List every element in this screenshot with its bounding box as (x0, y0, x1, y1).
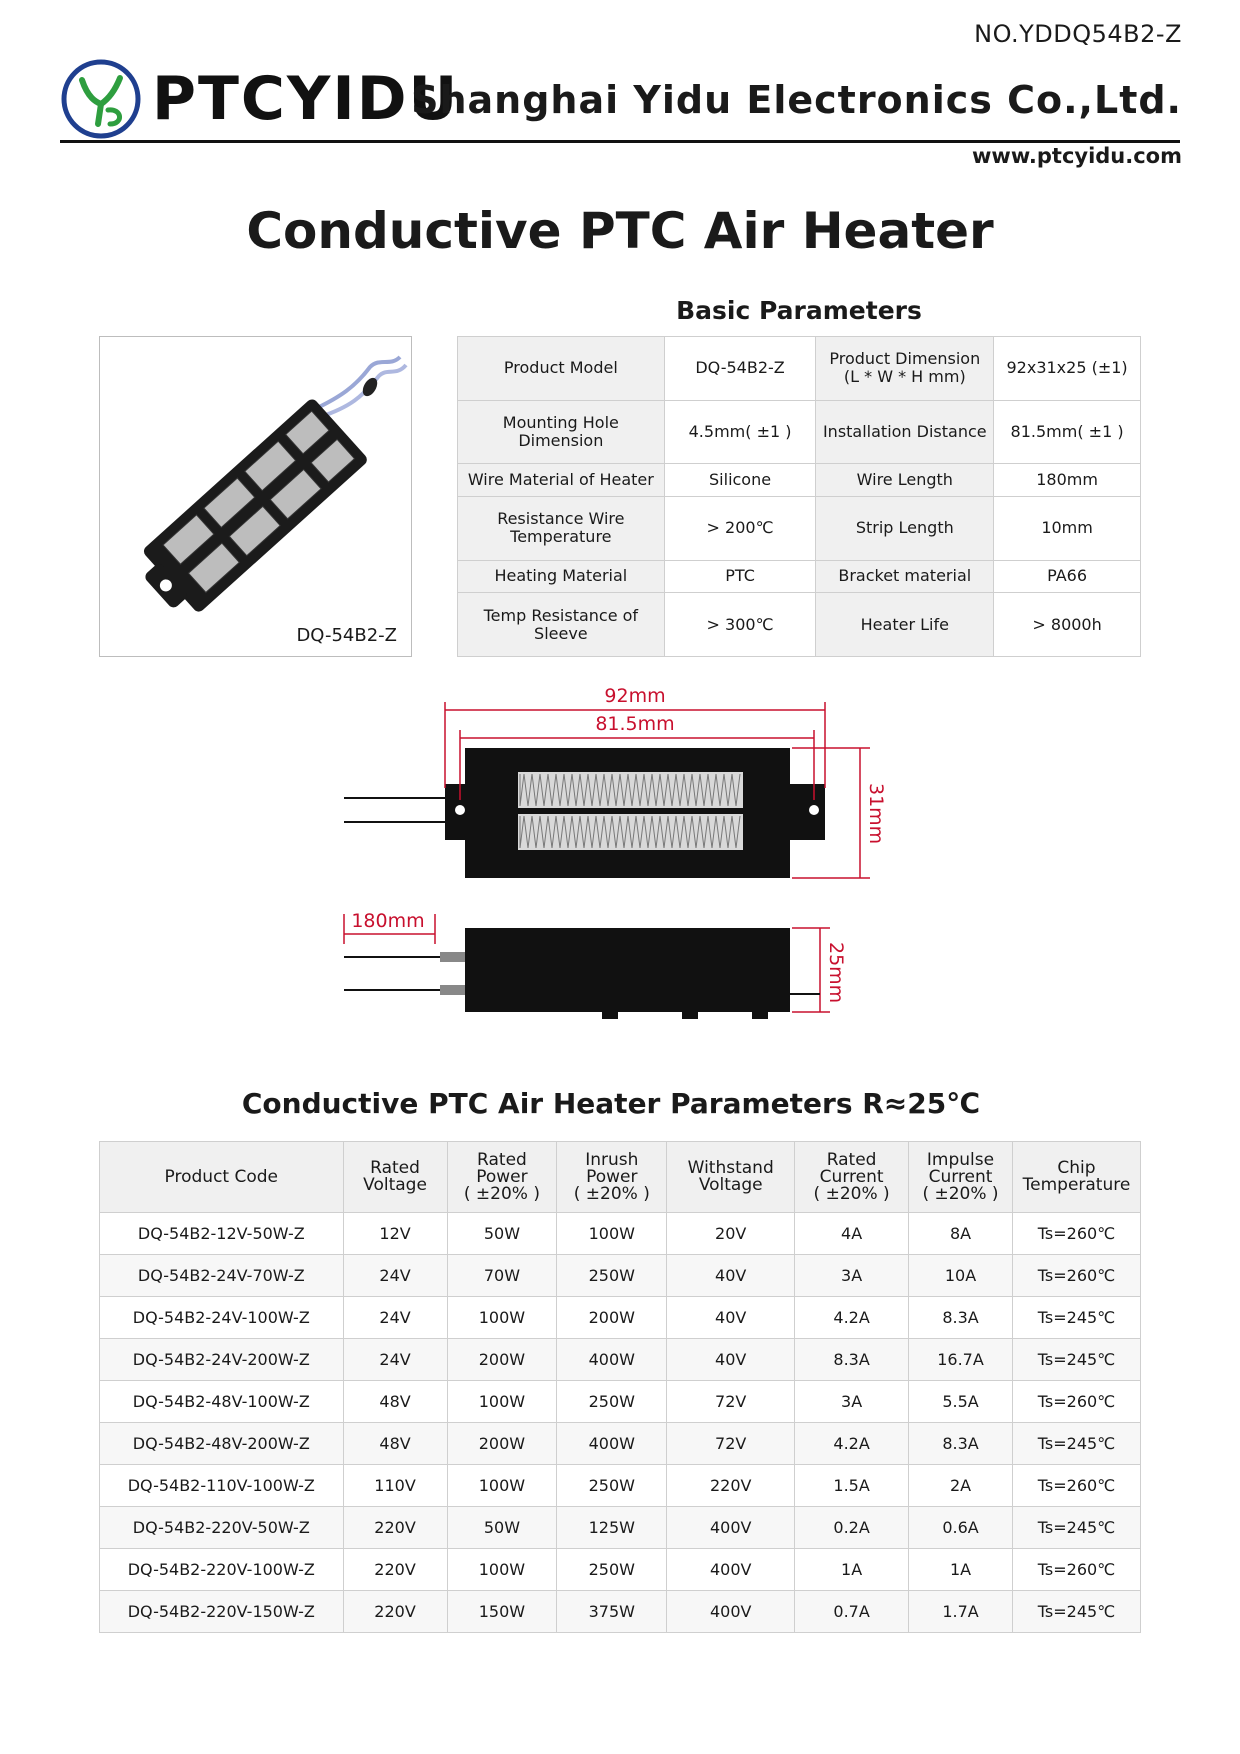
table-row (100, 1591, 1141, 1633)
product-code-cell: DQ-54B2-220V-50W-Z (100, 1507, 344, 1549)
table-row (100, 1255, 1141, 1297)
side-view-drawing (344, 928, 820, 1019)
param-value: > 300℃ (664, 593, 816, 657)
table-cell: Ts=245℃ (1012, 1339, 1140, 1381)
table-row (100, 1423, 1141, 1465)
table-cell: 400W (557, 1423, 667, 1465)
param-label: Heater Life (816, 593, 994, 657)
table-cell: 200W (447, 1339, 557, 1381)
table-cell: 400W (557, 1339, 667, 1381)
table-cell: 100W (447, 1297, 557, 1339)
product-code-cell: DQ-54B2-220V-100W-Z (100, 1549, 344, 1591)
param-label: Product Model (458, 337, 665, 401)
table-cell: 8.3A (795, 1339, 909, 1381)
table-row (100, 1381, 1141, 1423)
column-header: Rated Voltage (343, 1142, 447, 1213)
table-cell: 48V (343, 1423, 447, 1465)
param-label: Mounting Hole Dimension (458, 400, 665, 464)
dim-hole-distance: 81.5mm (595, 713, 675, 735)
table-cell: 200W (557, 1297, 667, 1339)
table-cell: 100W (447, 1381, 557, 1423)
basic-row (458, 593, 1141, 657)
column-header: Product Code (100, 1142, 344, 1213)
heater-product-image (100, 337, 411, 656)
table-cell: 150W (447, 1591, 557, 1633)
param-value: PTC (664, 560, 816, 593)
table-cell: 8A (909, 1213, 1013, 1255)
table-cell: 16.7A (909, 1339, 1013, 1381)
param-value: 10mm (994, 496, 1141, 560)
table-cell: 3A (795, 1255, 909, 1297)
basic-parameters-heading: Basic Parameters (676, 296, 922, 325)
param-label: Product Dimension (L * W * H mm) (816, 337, 994, 401)
table-cell: 250W (557, 1381, 667, 1423)
basic-parameters-table (457, 336, 1141, 657)
table-cell: 20V (667, 1213, 795, 1255)
table-cell: 3A (795, 1381, 909, 1423)
table-cell: 8.3A (909, 1297, 1013, 1339)
photo-caption: DQ-54B2-Z (296, 625, 397, 646)
column-header: Impulse Current ( ±20% ) (909, 1142, 1013, 1213)
basic-row (458, 400, 1141, 464)
page-title: Conductive PTC Air Heater (246, 202, 994, 260)
table-cell: 220V (667, 1465, 795, 1507)
company-name: Shanghai Yidu Electronics Co.,Ltd. (411, 78, 1182, 122)
param-value: PA66 (994, 560, 1141, 593)
table-cell: 100W (447, 1549, 557, 1591)
basic-row (458, 496, 1141, 560)
dim-width: 31mm (865, 783, 887, 845)
table-cell: 24V (343, 1339, 447, 1381)
table-cell: 24V (343, 1255, 447, 1297)
table-cell: 2A (909, 1465, 1013, 1507)
table-cell: 72V (667, 1381, 795, 1423)
table-cell: 10A (909, 1255, 1013, 1297)
table-cell: 24V (343, 1297, 447, 1339)
column-header: Chip Temperature (1012, 1142, 1140, 1213)
table-cell: 200W (447, 1423, 557, 1465)
table-cell: Ts=245℃ (1012, 1507, 1140, 1549)
table-cell: 48V (343, 1381, 447, 1423)
param-value: 180mm (994, 464, 1141, 497)
table-cell: 0.2A (795, 1507, 909, 1549)
table-cell: 400V (667, 1591, 795, 1633)
table-cell: 125W (557, 1507, 667, 1549)
table-cell: 250W (557, 1465, 667, 1507)
dim-wire-length: 180mm (351, 910, 425, 932)
table-cell: 250W (557, 1255, 667, 1297)
table-cell: 1.5A (795, 1465, 909, 1507)
parameters-heading: Conductive PTC Air Heater Parameters R≈25℃ (241, 1087, 981, 1120)
table-cell: 4A (795, 1213, 909, 1255)
table-cell: Ts=245℃ (1012, 1591, 1140, 1633)
table-cell: 40V (667, 1297, 795, 1339)
table-cell: Ts=260℃ (1012, 1213, 1140, 1255)
param-value: > 200℃ (664, 496, 816, 560)
table-cell: 12V (343, 1213, 447, 1255)
param-value: 4.5mm( ±1 ) (664, 400, 816, 464)
table-cell: Ts=260℃ (1012, 1549, 1140, 1591)
table-cell: 0.6A (909, 1507, 1013, 1549)
table-cell: 70W (447, 1255, 557, 1297)
table-cell: 1.7A (909, 1591, 1013, 1633)
column-header: Withstand Voltage (667, 1142, 795, 1213)
table-cell: 1A (909, 1549, 1013, 1591)
column-header: Rated Power ( ±20% ) (447, 1142, 557, 1213)
table-row (100, 1507, 1141, 1549)
basic-row (458, 560, 1141, 593)
table-cell: 220V (343, 1507, 447, 1549)
param-value: 92x31x25 (±1) (994, 337, 1141, 401)
param-value: Silicone (664, 464, 816, 497)
table-cell: 100W (447, 1465, 557, 1507)
table-cell: 250W (557, 1549, 667, 1591)
param-label: Bracket material (816, 560, 994, 593)
product-code-cell: DQ-54B2-12V-50W-Z (100, 1213, 344, 1255)
table-cell: 50W (447, 1213, 557, 1255)
table-cell: 40V (667, 1255, 795, 1297)
param-label: Wire Length (816, 464, 994, 497)
dimension-diagrams (330, 680, 890, 1040)
table-row (100, 1297, 1141, 1339)
table-row (100, 1549, 1141, 1591)
product-code-cell: DQ-54B2-24V-70W-Z (100, 1255, 344, 1297)
column-header: Inrush Power ( ±20% ) (557, 1142, 667, 1213)
table-cell: 5.5A (909, 1381, 1013, 1423)
table-cell: 0.7A (795, 1591, 909, 1633)
table-cell: Ts=245℃ (1012, 1423, 1140, 1465)
table-cell: 375W (557, 1591, 667, 1633)
table-cell: 4.2A (795, 1423, 909, 1465)
brand-name: PTCYIDU (152, 64, 460, 134)
basic-row (458, 464, 1141, 497)
table-cell: Ts=245℃ (1012, 1297, 1140, 1339)
table-cell: 220V (343, 1549, 447, 1591)
table-cell: 400V (667, 1549, 795, 1591)
param-label: Installation Distance (816, 400, 994, 464)
table-row (100, 1213, 1141, 1255)
website-link[interactable]: www.ptcyidu.com (972, 144, 1182, 168)
param-label: Temp Resistance of Sleeve (458, 593, 665, 657)
param-label: Resistance Wire Temperature (458, 496, 665, 560)
product-code-cell: DQ-54B2-48V-100W-Z (100, 1381, 344, 1423)
dim-height: 25mm (825, 942, 847, 1004)
table-cell: Ts=260℃ (1012, 1465, 1140, 1507)
parameters-table (99, 1141, 1141, 1633)
table-cell: Ts=260℃ (1012, 1381, 1140, 1423)
top-view-drawing (344, 748, 825, 878)
basic-row (458, 337, 1141, 401)
table-cell: 8.3A (909, 1423, 1013, 1465)
param-label: Strip Length (816, 496, 994, 560)
product-code-cell: DQ-54B2-220V-150W-Z (100, 1591, 344, 1633)
param-label: Wire Material of Heater (458, 464, 665, 497)
table-cell: 72V (667, 1423, 795, 1465)
table-cell: 400V (667, 1507, 795, 1549)
param-label: Heating Material (458, 560, 665, 593)
product-code-cell: DQ-54B2-24V-100W-Z (100, 1297, 344, 1339)
table-cell: 4.2A (795, 1297, 909, 1339)
table-cell: 50W (447, 1507, 557, 1549)
product-code-cell: DQ-54B2-110V-100W-Z (100, 1465, 344, 1507)
table-row (100, 1465, 1141, 1507)
table-cell: 1A (795, 1549, 909, 1591)
document-number: NO.YDDQ54B2-Z (974, 20, 1182, 48)
table-cell: 100W (557, 1213, 667, 1255)
product-photo (99, 336, 412, 657)
product-code-cell: DQ-54B2-24V-200W-Z (100, 1339, 344, 1381)
param-value: > 8000h (994, 593, 1141, 657)
table-cell: 110V (343, 1465, 447, 1507)
header-divider (60, 140, 1180, 143)
table-cell: 220V (343, 1591, 447, 1633)
table-cell: 40V (667, 1339, 795, 1381)
table-row (100, 1339, 1141, 1381)
product-code-cell: DQ-54B2-48V-200W-Z (100, 1423, 344, 1465)
yd-circle-logo-icon (60, 58, 142, 140)
param-value: 81.5mm( ±1 ) (994, 400, 1141, 464)
column-header: Rated Current ( ±20% ) (795, 1142, 909, 1213)
dim-overall-length: 92mm (604, 685, 666, 707)
table-cell: Ts=260℃ (1012, 1255, 1140, 1297)
param-value: DQ-54B2-Z (664, 337, 816, 401)
